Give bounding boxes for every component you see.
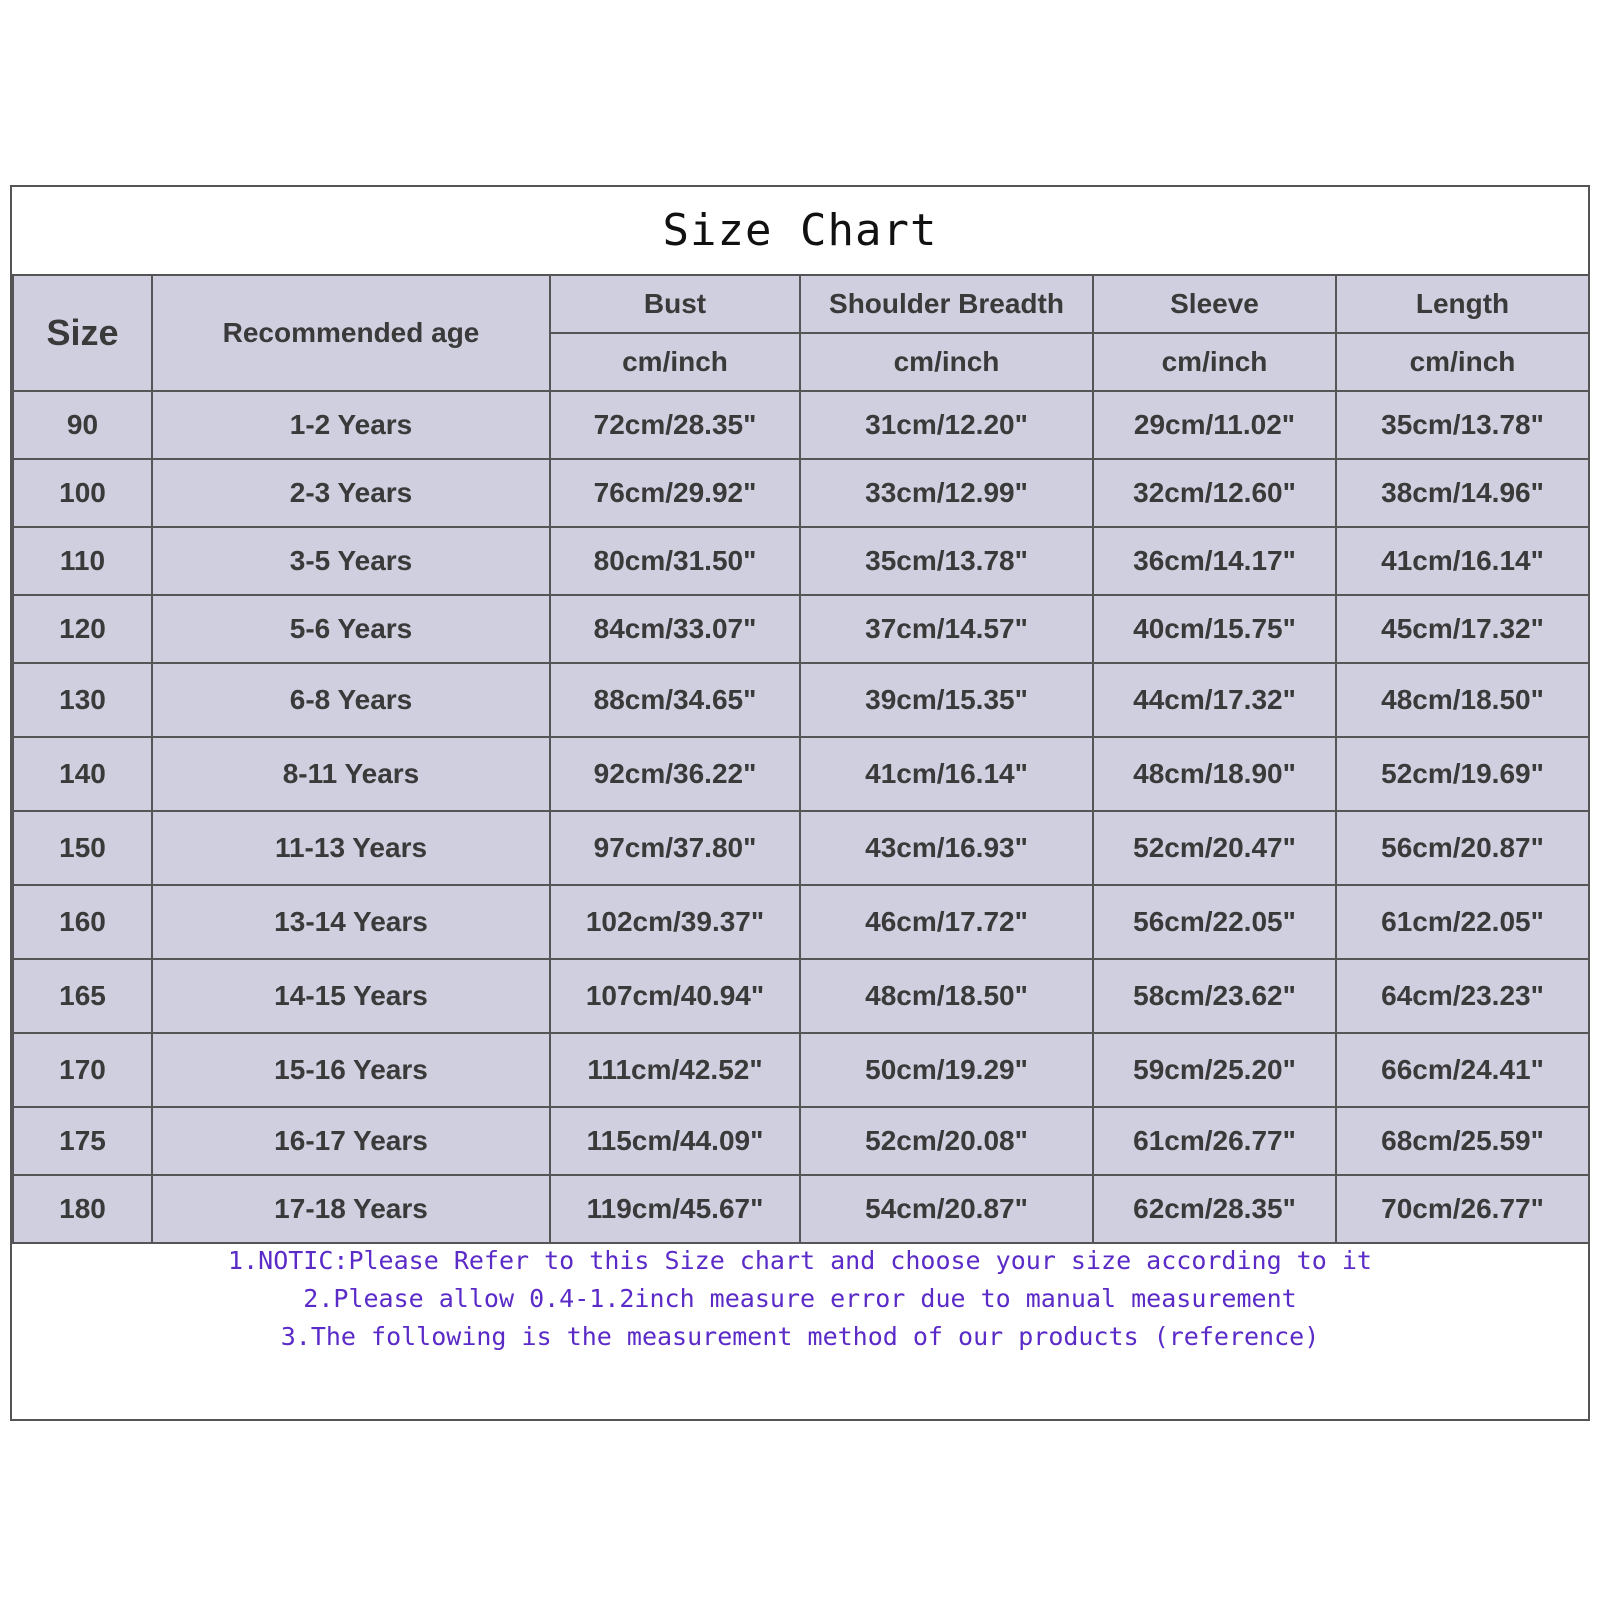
header-shoulder-breadth: Shoulder Breadth	[800, 275, 1093, 333]
cell-sleeve: 32cm/12.60"	[1093, 459, 1336, 527]
unit-length: cm/inch	[1336, 333, 1589, 391]
cell-shoulder-breadth: 39cm/15.35"	[800, 663, 1093, 737]
cell-size: 170	[13, 1033, 152, 1107]
table-body	[13, 391, 1589, 1243]
table-row	[13, 1107, 1589, 1175]
cell-size: 110	[13, 527, 152, 595]
cell-size: 175	[13, 1107, 152, 1175]
cell-length: 70cm/26.77"	[1336, 1175, 1589, 1243]
cell-bust: 115cm/44.09"	[550, 1107, 800, 1175]
note-2: 2.Please allow 0.4-1.2inch measure error due to manual measurement	[303, 1284, 1297, 1313]
table-row	[13, 1033, 1589, 1107]
table-row	[13, 391, 1589, 459]
cell-length: 68cm/25.59"	[1336, 1107, 1589, 1175]
unit-shoulder-breadth: cm/inch	[800, 333, 1093, 391]
cell-bust: 111cm/42.52"	[550, 1033, 800, 1107]
cell-bust: 107cm/40.94"	[550, 959, 800, 1033]
cell-length: 41cm/16.14"	[1336, 527, 1589, 595]
header-bust: Bust	[550, 275, 800, 333]
cell-size: 90	[13, 391, 152, 459]
cell-sleeve: 56cm/22.05"	[1093, 885, 1336, 959]
table-row	[13, 459, 1589, 527]
cell-size: 150	[13, 811, 152, 885]
cell-length: 66cm/24.41"	[1336, 1033, 1589, 1107]
cell-recommended-age: 8-11 Years	[152, 737, 550, 811]
cell-sleeve: 62cm/28.35"	[1093, 1175, 1336, 1243]
cell-bust: 76cm/29.92"	[550, 459, 800, 527]
cell-recommended-age: 6-8 Years	[152, 663, 550, 737]
cell-bust: 88cm/34.65"	[550, 663, 800, 737]
header-size: Size	[13, 275, 152, 391]
cell-recommended-age: 14-15 Years	[152, 959, 550, 1033]
table-row	[13, 811, 1589, 885]
cell-sleeve: 58cm/23.62"	[1093, 959, 1336, 1033]
notes	[12, 1242, 1588, 1356]
unit-sleeve: cm/inch	[1093, 333, 1336, 391]
cell-length: 38cm/14.96"	[1336, 459, 1589, 527]
cell-size: 140	[13, 737, 152, 811]
unit-bust: cm/inch	[550, 333, 800, 391]
cell-length: 35cm/13.78"	[1336, 391, 1589, 459]
note-3: 3.The following is the measurement method of our products (reference)	[280, 1322, 1320, 1351]
cell-sleeve: 40cm/15.75"	[1093, 595, 1336, 663]
cell-recommended-age: 17-18 Years	[152, 1175, 550, 1243]
cell-length: 52cm/19.69"	[1336, 737, 1589, 811]
cell-size: 100	[13, 459, 152, 527]
table-row	[13, 595, 1589, 663]
header-length: Length	[1336, 275, 1589, 333]
cell-length: 64cm/23.23"	[1336, 959, 1589, 1033]
cell-recommended-age: 11-13 Years	[152, 811, 550, 885]
cell-shoulder-breadth: 37cm/14.57"	[800, 595, 1093, 663]
table-row	[13, 527, 1589, 595]
table-row	[13, 885, 1589, 959]
cell-length: 45cm/17.32"	[1336, 595, 1589, 663]
cell-shoulder-breadth: 43cm/16.93"	[800, 811, 1093, 885]
cell-bust: 92cm/36.22"	[550, 737, 800, 811]
cell-sleeve: 36cm/14.17"	[1093, 527, 1336, 595]
chart-title: Size Chart	[662, 205, 938, 256]
cell-shoulder-breadth: 41cm/16.14"	[800, 737, 1093, 811]
header-recommended-age: Recommended age	[152, 275, 550, 391]
cell-shoulder-breadth: 52cm/20.08"	[800, 1107, 1093, 1175]
table-row	[13, 663, 1589, 737]
cell-sleeve: 44cm/17.32"	[1093, 663, 1336, 737]
cell-bust: 102cm/39.37"	[550, 885, 800, 959]
cell-size: 130	[13, 663, 152, 737]
table-row	[13, 1175, 1589, 1243]
table-row	[13, 959, 1589, 1033]
cell-shoulder-breadth: 50cm/19.29"	[800, 1033, 1093, 1107]
cell-bust: 72cm/28.35"	[550, 391, 800, 459]
table-row	[13, 737, 1589, 811]
cell-recommended-age: 3-5 Years	[152, 527, 550, 595]
cell-sleeve: 48cm/18.90"	[1093, 737, 1336, 811]
cell-sleeve: 29cm/11.02"	[1093, 391, 1336, 459]
cell-size: 180	[13, 1175, 152, 1243]
cell-shoulder-breadth: 31cm/12.20"	[800, 391, 1093, 459]
cell-length: 56cm/20.87"	[1336, 811, 1589, 885]
cell-shoulder-breadth: 33cm/12.99"	[800, 459, 1093, 527]
cell-shoulder-breadth: 54cm/20.87"	[800, 1175, 1093, 1243]
size-table	[12, 274, 1590, 1244]
cell-bust: 119cm/45.67"	[550, 1175, 800, 1243]
size-chart-frame	[10, 185, 1590, 1421]
cell-size: 165	[13, 959, 152, 1033]
cell-recommended-age: 13-14 Years	[152, 885, 550, 959]
cell-sleeve: 59cm/25.20"	[1093, 1033, 1336, 1107]
cell-recommended-age: 2-3 Years	[152, 459, 550, 527]
cell-sleeve: 52cm/20.47"	[1093, 811, 1336, 885]
cell-shoulder-breadth: 48cm/18.50"	[800, 959, 1093, 1033]
cell-sleeve: 61cm/26.77"	[1093, 1107, 1336, 1175]
cell-recommended-age: 16-17 Years	[152, 1107, 550, 1175]
cell-size: 160	[13, 885, 152, 959]
cell-shoulder-breadth: 35cm/13.78"	[800, 527, 1093, 595]
cell-bust: 84cm/33.07"	[550, 595, 800, 663]
cell-length: 48cm/18.50"	[1336, 663, 1589, 737]
cell-shoulder-breadth: 46cm/17.72"	[800, 885, 1093, 959]
cell-recommended-age: 5-6 Years	[152, 595, 550, 663]
cell-recommended-age: 15-16 Years	[152, 1033, 550, 1107]
header-row	[13, 275, 1589, 333]
note-1: 1.NOTIC:Please Refer to this Size chart and choose your size according to it	[228, 1246, 1372, 1275]
cell-recommended-age: 1-2 Years	[152, 391, 550, 459]
cell-bust: 97cm/37.80"	[550, 811, 800, 885]
cell-length: 61cm/22.05"	[1336, 885, 1589, 959]
cell-size: 120	[13, 595, 152, 663]
cell-bust: 80cm/31.50"	[550, 527, 800, 595]
header-sleeve: Sleeve	[1093, 275, 1336, 333]
